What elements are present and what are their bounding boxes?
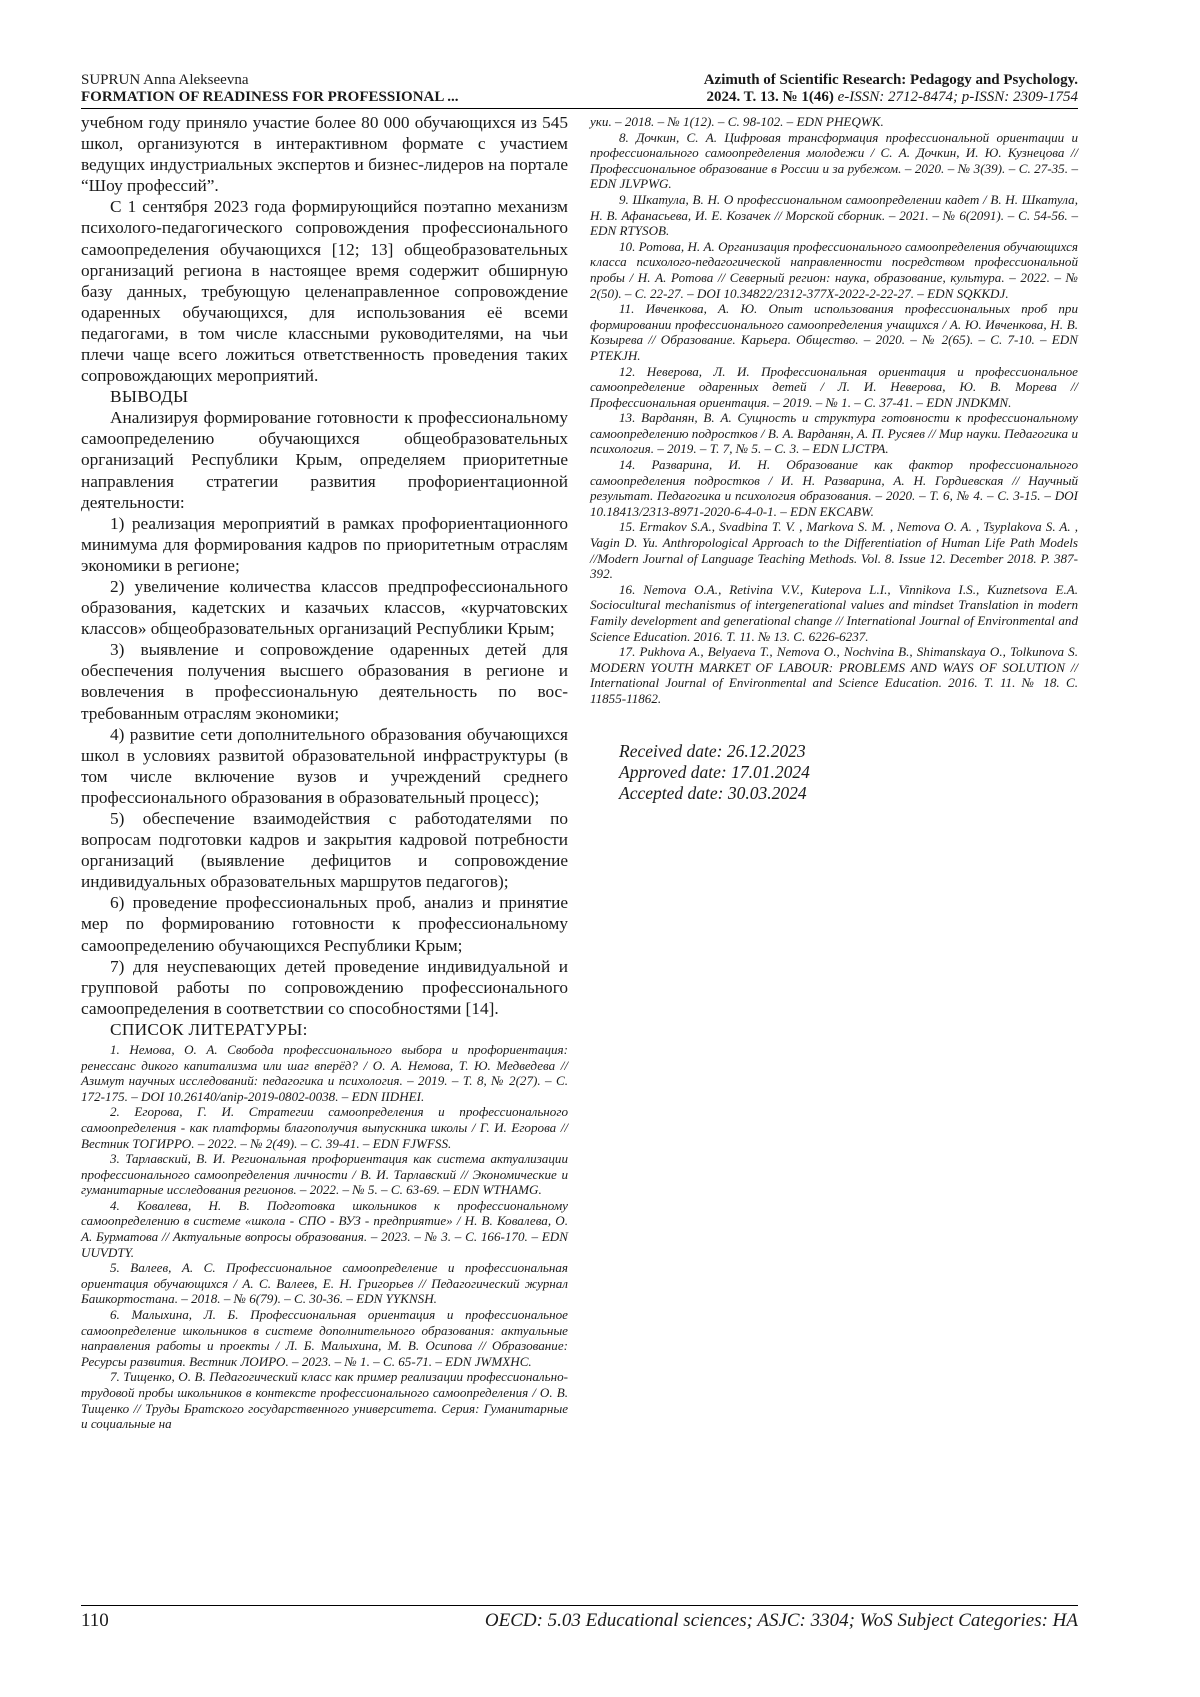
- subject-classification: OECD: 5.03 Educational sciences; ASJC: 3304; WoS Subject Categories: HA: [484, 1610, 1078, 1631]
- reference-item: 16. Nemova O.A., Retivina V.V., Kutepova L.I., Vinnikova I.S., Kuznetsova E.A. Sociocultural mechanismus of intergenerational values and mindset Translation in modern Family development and generational change // International Journal of Environmental and Science Education. 2016. Т. 11. № 13. С. 6226-6237.: [590, 581, 1078, 644]
- header-journal: Azimuth of Scientific Research: Pedagogy and Psychology.: [703, 72, 1078, 88]
- reference-item: 4. Ковалева, Н. В. Подготовка школьников к профессиональному самоопределению в системе «школа - СПО - ВУЗ - предприятие» / Н. В. Ковалева, О. А. Бурматова // Актуальные вопросы образования. – 2023. – № 3. – С. 166-170. – EDN UUVDTY.: [81, 1197, 568, 1260]
- reference-item: 9. Шкатула, В. Н. О профессиональном самоопределении кадет / В. Н. Шкатула, Н. В. Афанасьева, И. Е. Козачек // Морской сборник. – 2021. – № 6(2091). – С. 54-56. – EDN RTYSOB.: [590, 191, 1078, 239]
- reference-item: 2. Егорова, Г. И. Стратегии самоопределения и профессионального самоопределения - как платформы благополучия выпускника школы / Г. И. Егорова // Вестник ТОГИРРО. – 2022. – № 2(49). – С. 39-41. – EDN FJWFSS.: [81, 1104, 568, 1151]
- reference-item: 3. Тарлавский, В. И. Региональная профориентация как система актуализации профессионального самоопределения личности / В. И. Тарлавский // Экономические и гуманитарные исследования регионов. – 2022. – № 5. – С. 63-69. – EDN WTHAMG.: [81, 1151, 568, 1198]
- references-heading: СПИСОК ЛИТЕРАТУРЫ:: [110, 1019, 308, 1039]
- header-volume: 2024. T. 13. № 1(46): [706, 89, 834, 105]
- conclusion-item: 1) реализация мероприятий в рамках профориентационного минимума для формирования кадров по приоритетным отраслям экономики в регионе;: [81, 513, 568, 575]
- conclusion-item: 4) развитие сети дополнительного образования обучающихся школ в условиях развитой образовательной инфраструктуры (в том числе включение вузов и учреждений среднего профессионального образования в образовательный процесс);: [81, 724, 568, 807]
- reference-item: 13. Варданян, В. А. Сущность и структура готовности к профессиональному самоопределению подростков / В. А. Варданян, А. П. Русяев // Мир науки. Педагогика и психология. – 2019. – Т. 7, № 5. – С. 3. – EDN LJCTPA.: [590, 410, 1078, 457]
- body-paragraph: учебном году приняло участие более 80 000 обучающихся из 545 школ, организуются в интерактивном формате с участием ведущих индустриальных экспертов и бизнес-лидеров на портале “Шоу профессий”.: [81, 113, 568, 196]
- conclusion-item: 2) увеличение количества классов предпрофессионального образования, кадетских и казачьих классов, «курчатовских классов» общеобразовательных организаций Республики Крым;: [81, 576, 568, 639]
- received-date: Received date: 26.12.2023: [619, 740, 806, 761]
- reference-item: 6. Малыхина, Л. Б. Профессиональная ориентация и профессиональное самоопределение школьников в системе дополнительного образования: актуальные направления работы и проекты / Л. Б. Малыхина, М. В. Осипова // Образование: Ресурсы развития. Вестник ЛОИРО. – 2023. – № 1. – С. 65-71. – EDN JWMXHC.: [81, 1307, 568, 1369]
- reference-item: уки. – 2018. – № 1(12). – С. 98-102. – EDN PHEQWK.: [590, 114, 884, 129]
- reference-item: 5. Валеев, А. С. Профессиональное самоопределение и профессиональная ориентация обучающихся / А. С. Валеев, Е. Н. Григорьев // Педагогический журнал Башкортостана. – 2018. – № 6(79). – С. 30-36. – EDN YYKNSH.: [81, 1260, 568, 1307]
- reference-list: [81, 1042, 568, 1432]
- conclusions-heading: ВЫВОДЫ: [110, 387, 189, 407]
- reference-item: 14. Разварина, И. Н. Образование как фактор профессионального самоопределения подростков / И. Н. Разварина, А. Н. Гордиевская // Научный результат. Педагогика и психология образования. – 2020. – Т. 6, № 4. – С. 3-15. – DOI 10.18413/2313-8971-2020-6-4-0-1. – EDN EKCABW.: [590, 457, 1078, 519]
- body-paragraph: С 1 сентября 2023 года формирующийся поэтапно механизм психолого-педагогического сопровождения профессионального самоопределения обучающихся [12; 13] общеобразовательных организаций региона в настоящее время содержит обширную базу данных, требующую целенаправленное сопровождение одаренных обучающихся, для использования её всеми педагогами, в том числе классными руководителями, на чьи плечи чаще всего ложиться ответственность проведения таких сопровождающих мероприятий.: [81, 197, 568, 386]
- right-column: [590, 112, 1078, 804]
- conclusion-item: 6) проведение профессиональных проб, анализ и принятие мер по формированию готовности к профессиональному самоопределению обучающихся Республики Крым;: [81, 893, 568, 955]
- reference-item: 8. Дочкин, С. А. Цифровая трансформация профессиональной ориентации и профессионального самоопределения молодежи / С. А. Дочкин, И. Ю. Кузнецова // Профессиональное образование в России и за рубежом. – 2020. – № 3(39). – С. 27-35. – EDN JLVPWG.: [590, 129, 1078, 192]
- reference-item: 15. Ermakov S.A., Svadbina T. V. , Markova S. M. , Nemova O. A. , Tsyplakova S. A. , Vagin D. Yu. Anthropological Approach to the Differentiation of Human Life Path Models //Modern Journal of Language Teaching Methods. Vol. 8. Issue 12. December 2018. P. 387-392.: [590, 519, 1078, 582]
- reference-item: 1. Немова, О. А. Свобода профессионального выбора и профориентация: ренессанс дикого капитализма или шаг вперёд? / О. А. Немова, Т. Ю. Медведева // Азимут научных исследований: педагогика и психология. – 2019. – Т. 8, № 2(27). – С. 172-175. – DOI 10.26140/anip-2019-0802-0038. – EDN IIDHEI.: [81, 1041, 568, 1104]
- page-number: 110: [81, 1610, 109, 1631]
- reference-item: 7. Тищенко, О. В. Педагогический класс как пример реализации профессионально-трудовой пробы школьников в контексте профессионального самоопределения / О. В. Тищенко // Труды Братского государственного университета. Серия: Гуманитарные и социальные на: [81, 1369, 568, 1432]
- reference-list-continued: [590, 114, 1078, 707]
- article-dates: [590, 741, 1078, 804]
- accepted-date: Accepted date: 30.03.2024: [619, 782, 807, 803]
- header-divider: [81, 108, 1078, 109]
- left-column: [81, 112, 568, 1432]
- footer-divider: [81, 1605, 1078, 1606]
- body-paragraph: Анализируя формирование готовности к профессиональному самоопределению обучающихся общеобразовательных организаций Республики Крым, определяем приоритетные направления стратегии развития профориентационной деятельности:: [81, 408, 568, 512]
- conclusion-item: 7) для неуспевающих детей проведение индивидуальной и групповой работы по сопровождению профессионального самоопределения в соответствии со способностями [14].: [81, 956, 568, 1018]
- reference-item: 11. Ивченкова, А. Ю. Опыт использования профессиональных проб при формировании профессионального самоопределения учащихся / А. Ю. Ивченкова, Н. В. Козырева // Образование. Карьера. Общество. – 2020. – № 2(65). – С. 7-10. – EDN PTEKJH.: [590, 301, 1078, 363]
- running-header-right: [518, 72, 1078, 106]
- header-author: SUPRUN Anna Alekseevna: [81, 72, 249, 88]
- conclusion-item: 3) выявление и сопровождение одаренных детей для обеспечения получения высшего образования в регионе и вовлечения в профессиональную деятельность по востребованным отраслям экономики;: [81, 640, 568, 723]
- approved-date: Approved date: 17.01.2024: [619, 761, 810, 782]
- reference-item: 10. Ротова, Н. А. Организация профессионального самоопределения обучающихся класса психолого-педагогической направленности посредством профессиональной пробы / Н. А. Ротова // Северный регион: наука, образование, культура. – 2022. – № 2(50). – С. 22-27. – DOI 10.34822/2312-377X-2022-2-22-27. – EDN SQKKDJ.: [590, 238, 1078, 301]
- conclusion-item: 5) обеспечение взаимодействия с работодателями по вопросам подготовки кадров и закрытия кадровой потребности организаций (выявление дефицитов и сопровождение индивидуальных образовательных маршрутов педагогов);: [81, 809, 568, 892]
- header-issn: e-ISSN: 2712-8474; p-ISSN: 2309-1754: [833, 89, 1078, 105]
- header-article-title: FORMATION OF READINESS FOR PROFESSIONAL ...: [81, 89, 459, 105]
- reference-item: 17. Pukhova A., Belyaeva T., Nemova O., Nochvina B., Shimanskaya O., Tolkunova S. MODERN YOUTH MARKET OF LABOUR: PROBLEMS AND WAYS OF SOLUTION // International Journal of Environmental and Science Education. 2016. Т. 11. № 18. С. 11855-11862.: [590, 644, 1078, 706]
- reference-item: 12. Неверова, Л. И. Профессиональная ориентация и профессиональное самоопределение одаренных детей / Л. И. Неверова, Ю. В. Морева // Профессиональная ориентация. – 2019. – № 1. – С. 37-41. – EDN JNDKMN.: [590, 363, 1078, 410]
